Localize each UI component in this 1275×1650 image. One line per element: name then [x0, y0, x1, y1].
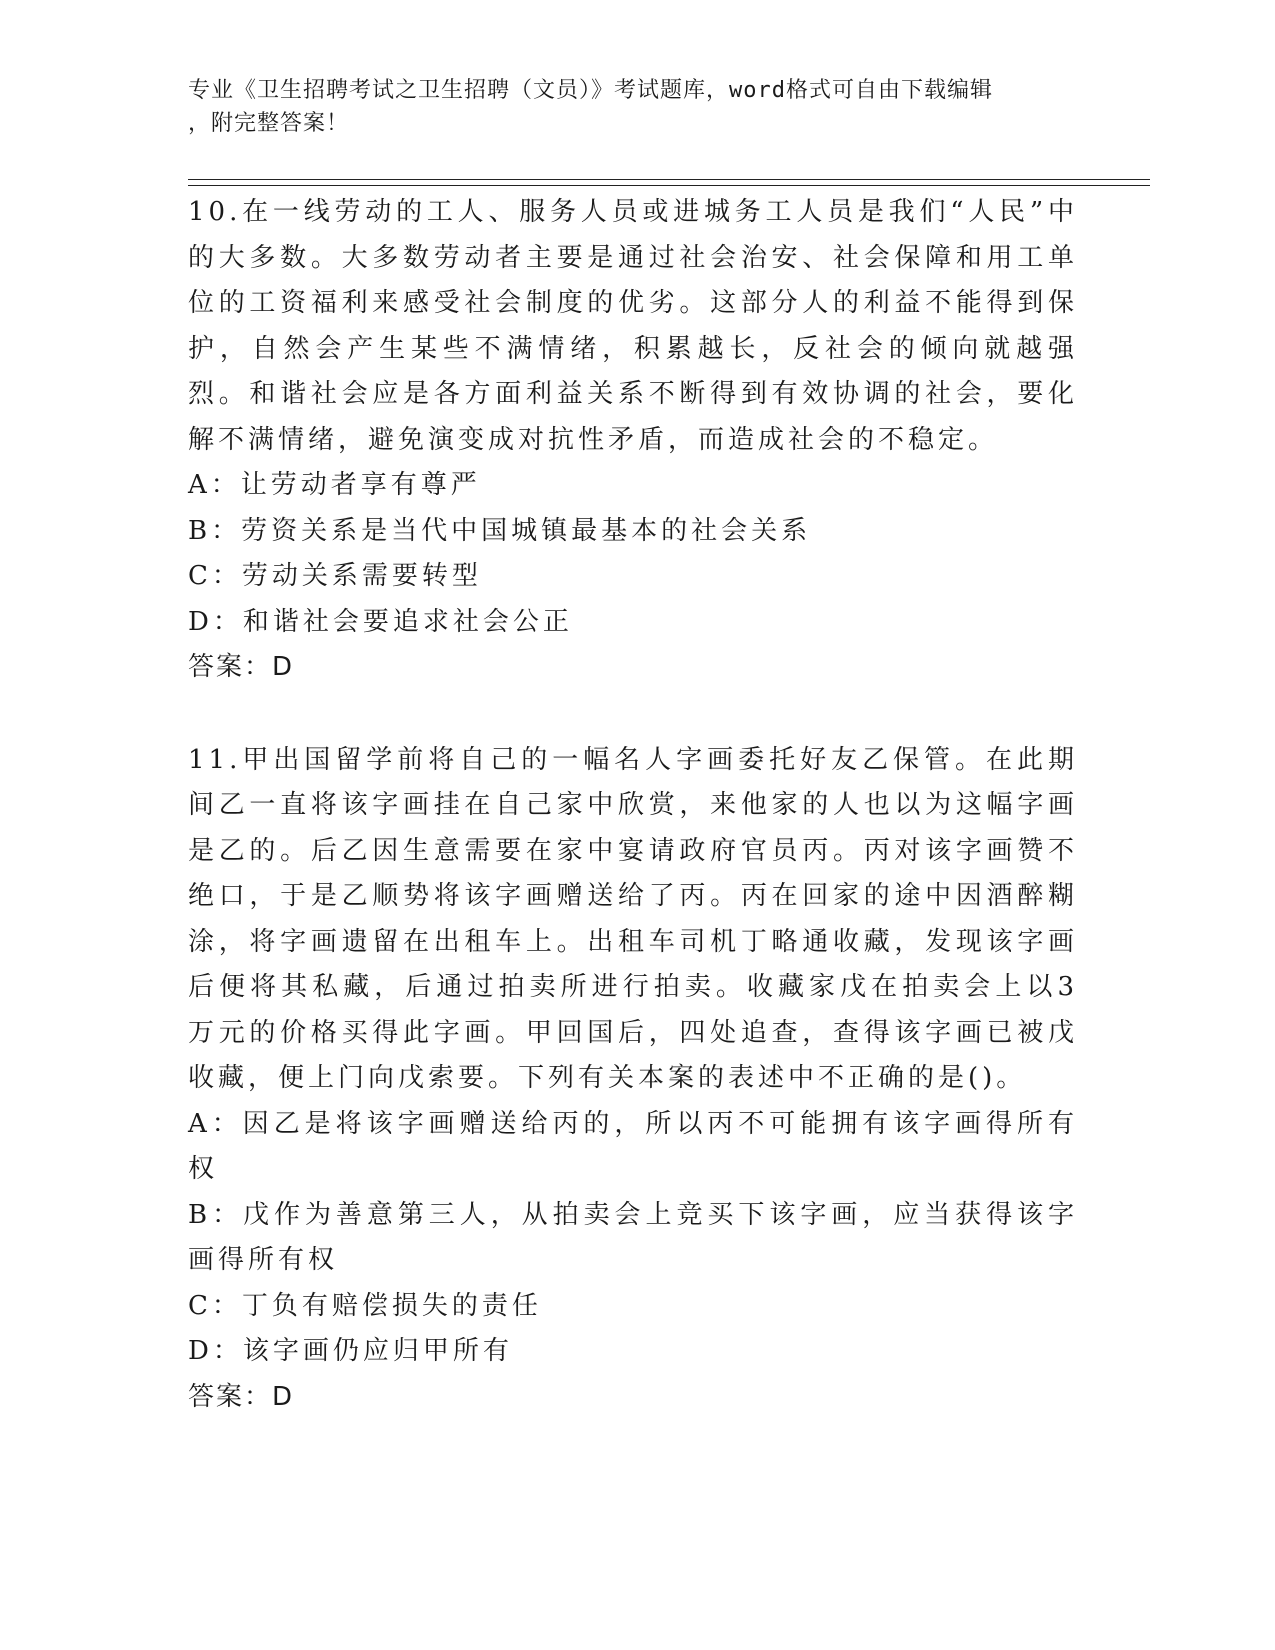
answer: 答案：D — [188, 1381, 295, 1412]
option-b: B：戊作为善意第三人，从拍卖会上竞买下该字画，应当获得该字画得所有权 — [188, 1199, 1078, 1275]
question-10 — [188, 190, 1078, 691]
option-d: D：该字画仍应归甲所有 — [188, 1336, 513, 1366]
question-list — [188, 190, 1078, 1420]
header-divider-bottom — [188, 185, 1150, 186]
option-c: C：劳动关系需要转型 — [188, 561, 482, 591]
header-divider-top — [188, 179, 1150, 180]
question-spacer — [188, 691, 1078, 738]
option-b: B：劳资关系是当代中国城镇最基本的社会关系 — [188, 515, 812, 546]
option-a: A：让劳动者享有尊严 — [188, 470, 481, 500]
option-c: C：丁负有赔偿损失的责任 — [188, 1290, 542, 1321]
option-d: D：和谐社会要追求社会公正 — [188, 606, 573, 637]
answer: 答案：D — [188, 652, 295, 682]
option-a: A：因乙是将该字画赠送给丙的，所以丙不可能拥有该字画得所有权 — [188, 1108, 1078, 1184]
question-11 — [188, 738, 1078, 1421]
question-text: 10.在一线劳动的工人、服务人员或进城务工人员是我们“人民”中的大多数。大多数劳动者主要是通过社会治安、社会保障和用工单位的工资福利来感受社会制度的优劣。这部分人的利益不能得到保护，自然会产生某些不满情绪，积累越长，反社会的倾向就越强烈。和谐社会应是各方面利益关系不断得到有效协调的社会，要化解不满情绪，避免演变成对抗性矛盾，而造成社会的不稳定。 — [188, 197, 1078, 455]
header-line-1: 专业《卫生招聘考试之卫生招聘（文员）》考试题库，word格式可自由下载编辑 — [188, 78, 993, 103]
page-header — [188, 74, 1068, 140]
header-line-2: ，附完整答案！ — [188, 111, 350, 136]
question-text: 11.甲出国留学前将自己的一幅名人字画委托好友乙保管。在此期间乙一直将该字画挂在自己家中欣赏，来他家的人也以为这幅字画是乙的。后乙因生意需要在家中宴请政府官员丙。丙对该字画赞不绝口，于是乙顺势将该字画赠送给了丙。丙在回家的途中因酒醉糊涂，将字画遗留在出租车上。出租车司机丁略通收藏，发现该字画后便将其私藏，后通过拍卖所进行拍卖。收藏家戊在拍卖会上以3万元的价格买得此字画。甲回国后，四处追查，查得该字画已被戊收藏，便上门向戊索要。下列有关本案的表述中不正确的是()。 — [188, 744, 1078, 1093]
